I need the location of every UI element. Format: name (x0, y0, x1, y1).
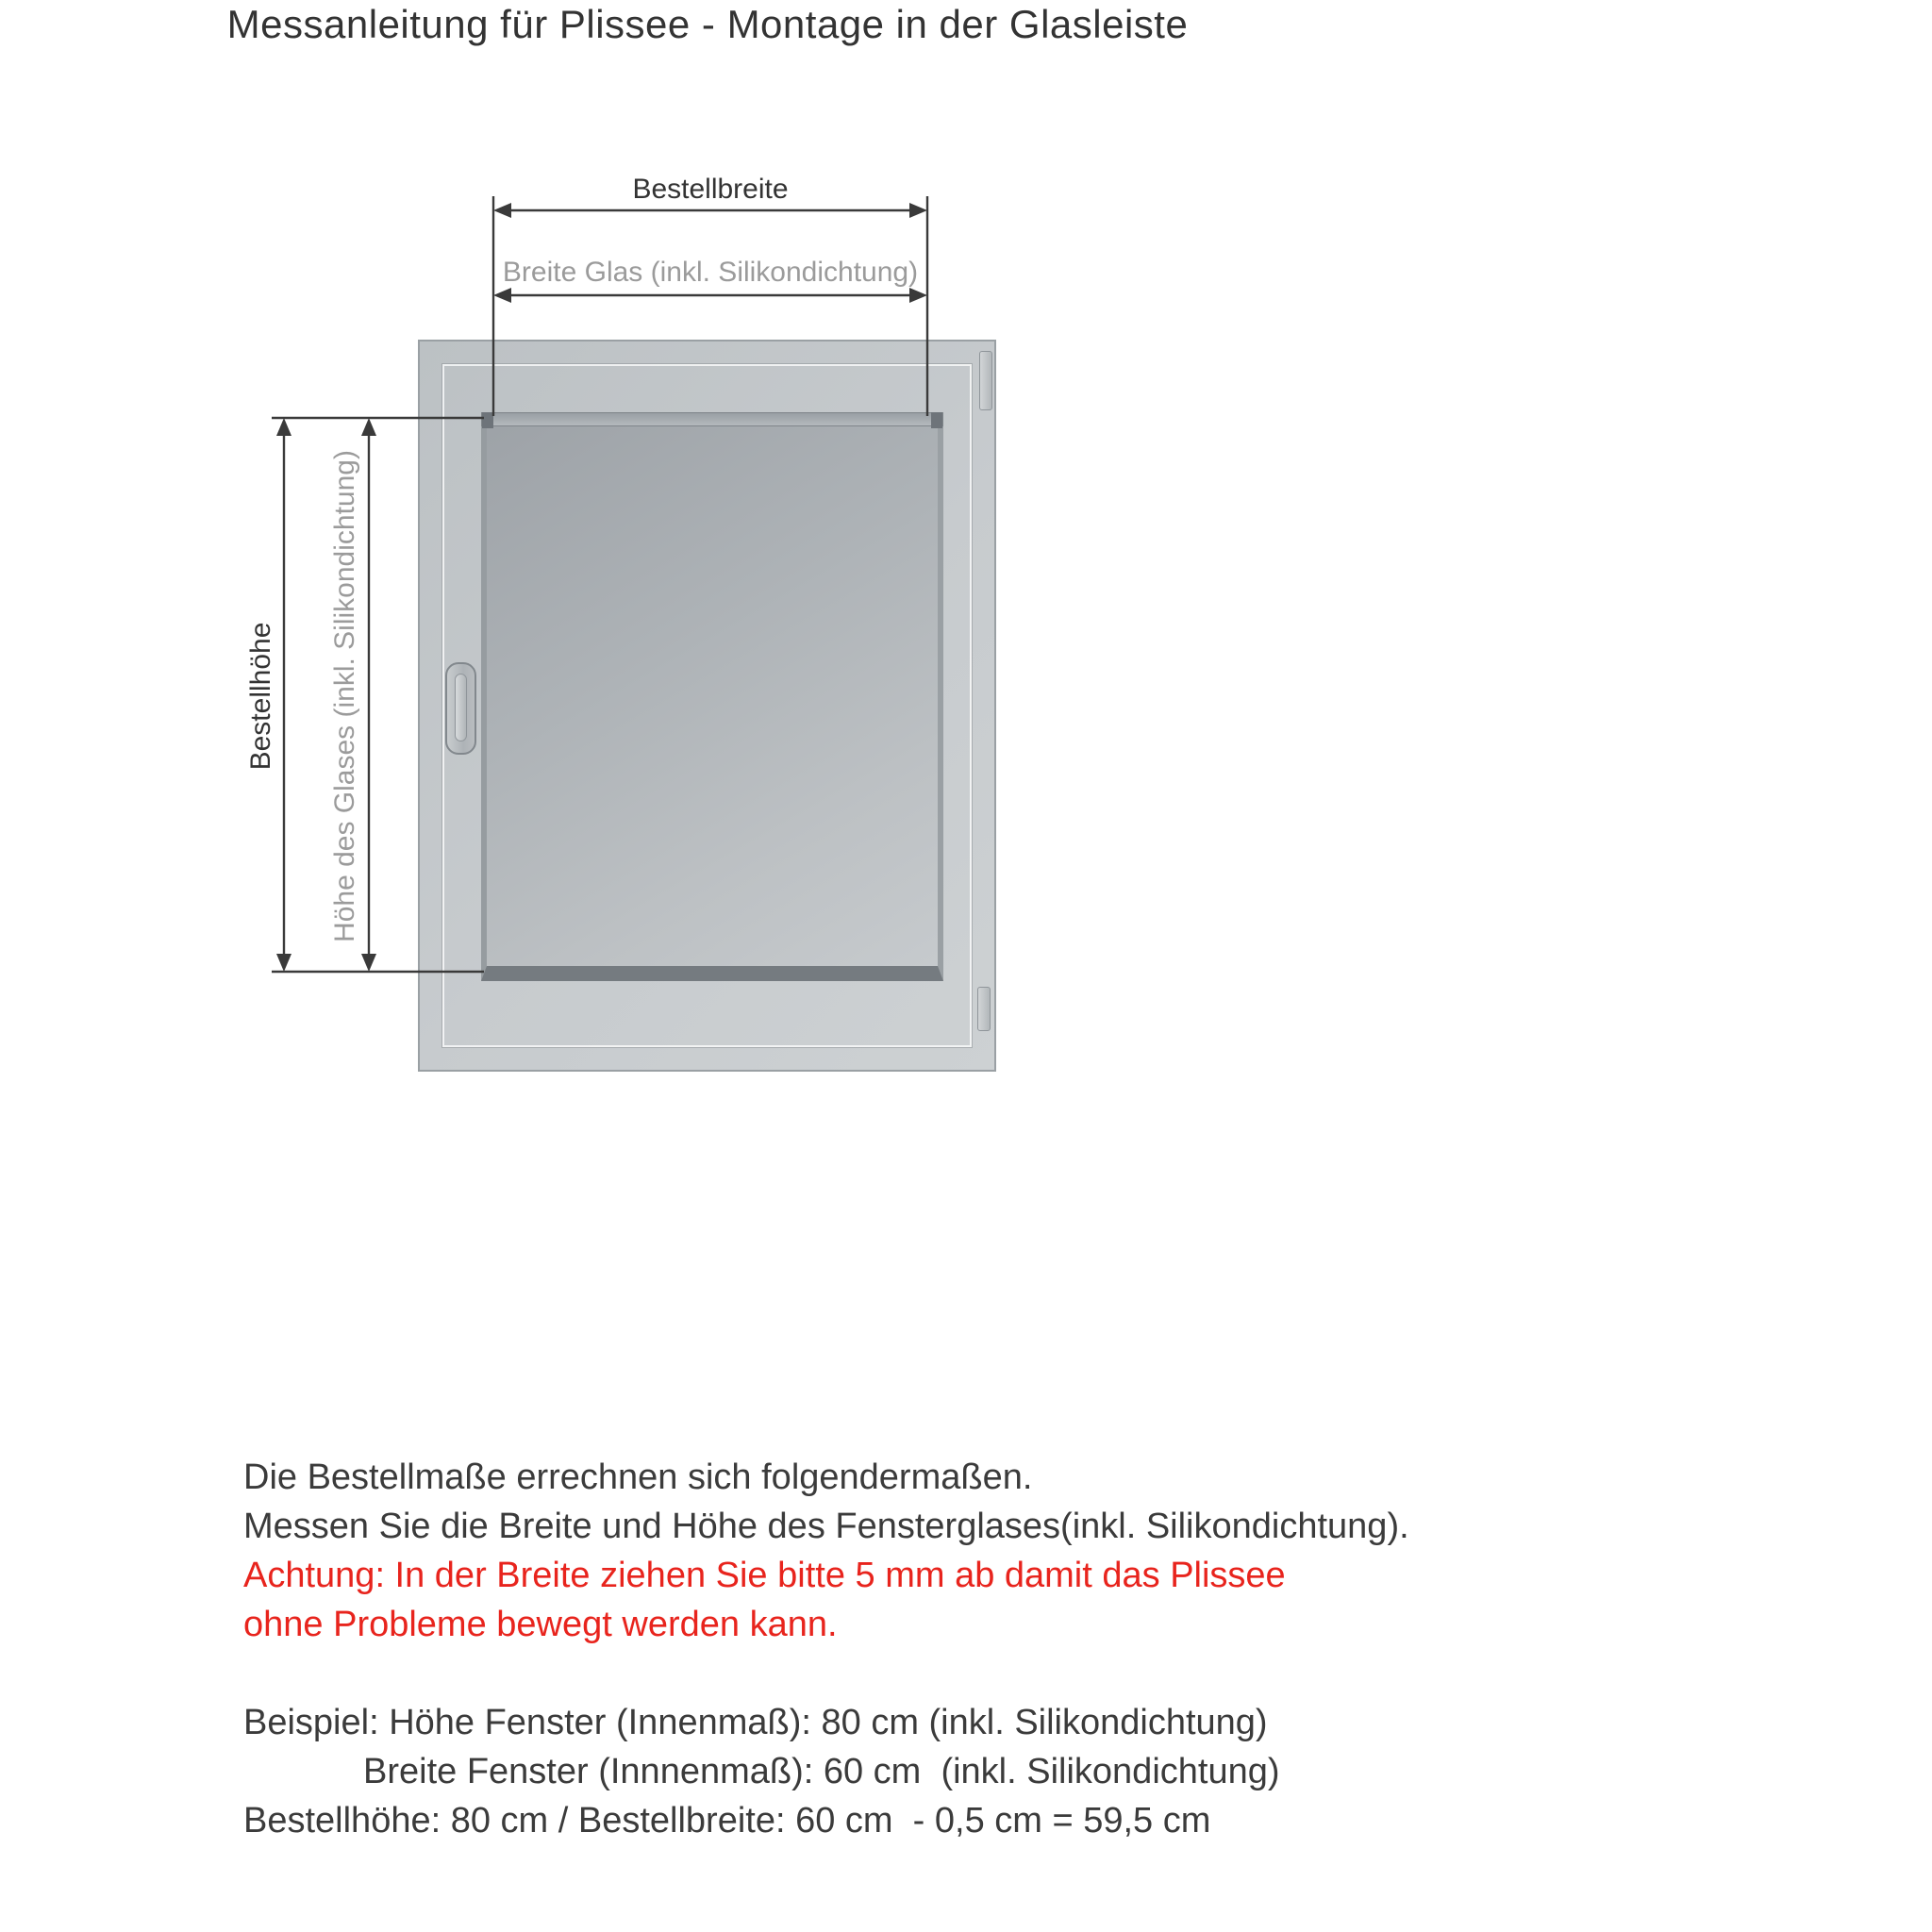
glass-height-arrow (361, 418, 376, 972)
hinge-bottom-icon (977, 987, 991, 1031)
example-line: Bestellhöhe: 80 cm / Bestellbreite: 60 cm - 0,5 cm = 59,5 cm (243, 1801, 1211, 1840)
warning-line: ohne Probleme bewegt werden kann. (243, 1605, 838, 1644)
order-width-label: Bestellbreite (632, 174, 789, 205)
order-height-label: Bestellhöhe (245, 622, 276, 771)
text-spacer (243, 1649, 1753, 1698)
order-height-arrow (276, 418, 291, 972)
instruction-text-block (243, 1453, 1753, 1845)
glass-height-label: Höhe des Glases (inkl. Silikondichtung) (329, 450, 360, 942)
instruction-line: Die Bestellmaße errechnen sich folgendermaßen. (243, 1457, 1033, 1497)
warning-line: Achtung: In der Breite ziehen Sie bitte 5 mm ab damit das Plissee (243, 1556, 1286, 1595)
hinge-top-icon (979, 351, 992, 410)
window-handle-grip (455, 674, 467, 741)
page-title: Messanleitung für Plissee - Montage in der Glasleiste (226, 2, 1189, 46)
window-glass (481, 412, 943, 981)
example-line: Breite Fenster (Innnenmaß): 60 cm (inkl. Silikondichtung) (363, 1752, 1280, 1791)
instruction-line: Messen Sie die Breite und Höhe des Fensterglases(inkl. Silikondichtung). (243, 1507, 1409, 1546)
example-line: Beispiel: Höhe Fenster (Innenmaß): 80 cm (inkl. Silikondichtung) (243, 1703, 1268, 1742)
plissee-top-rail (481, 412, 943, 426)
rail-bracket-left (482, 412, 493, 428)
window-handle (445, 662, 476, 755)
glass-width-label: Breite Glas (inkl. Silikondichtung) (502, 257, 919, 288)
glass-width-arrow (493, 288, 927, 303)
rail-bracket-right (931, 412, 942, 428)
